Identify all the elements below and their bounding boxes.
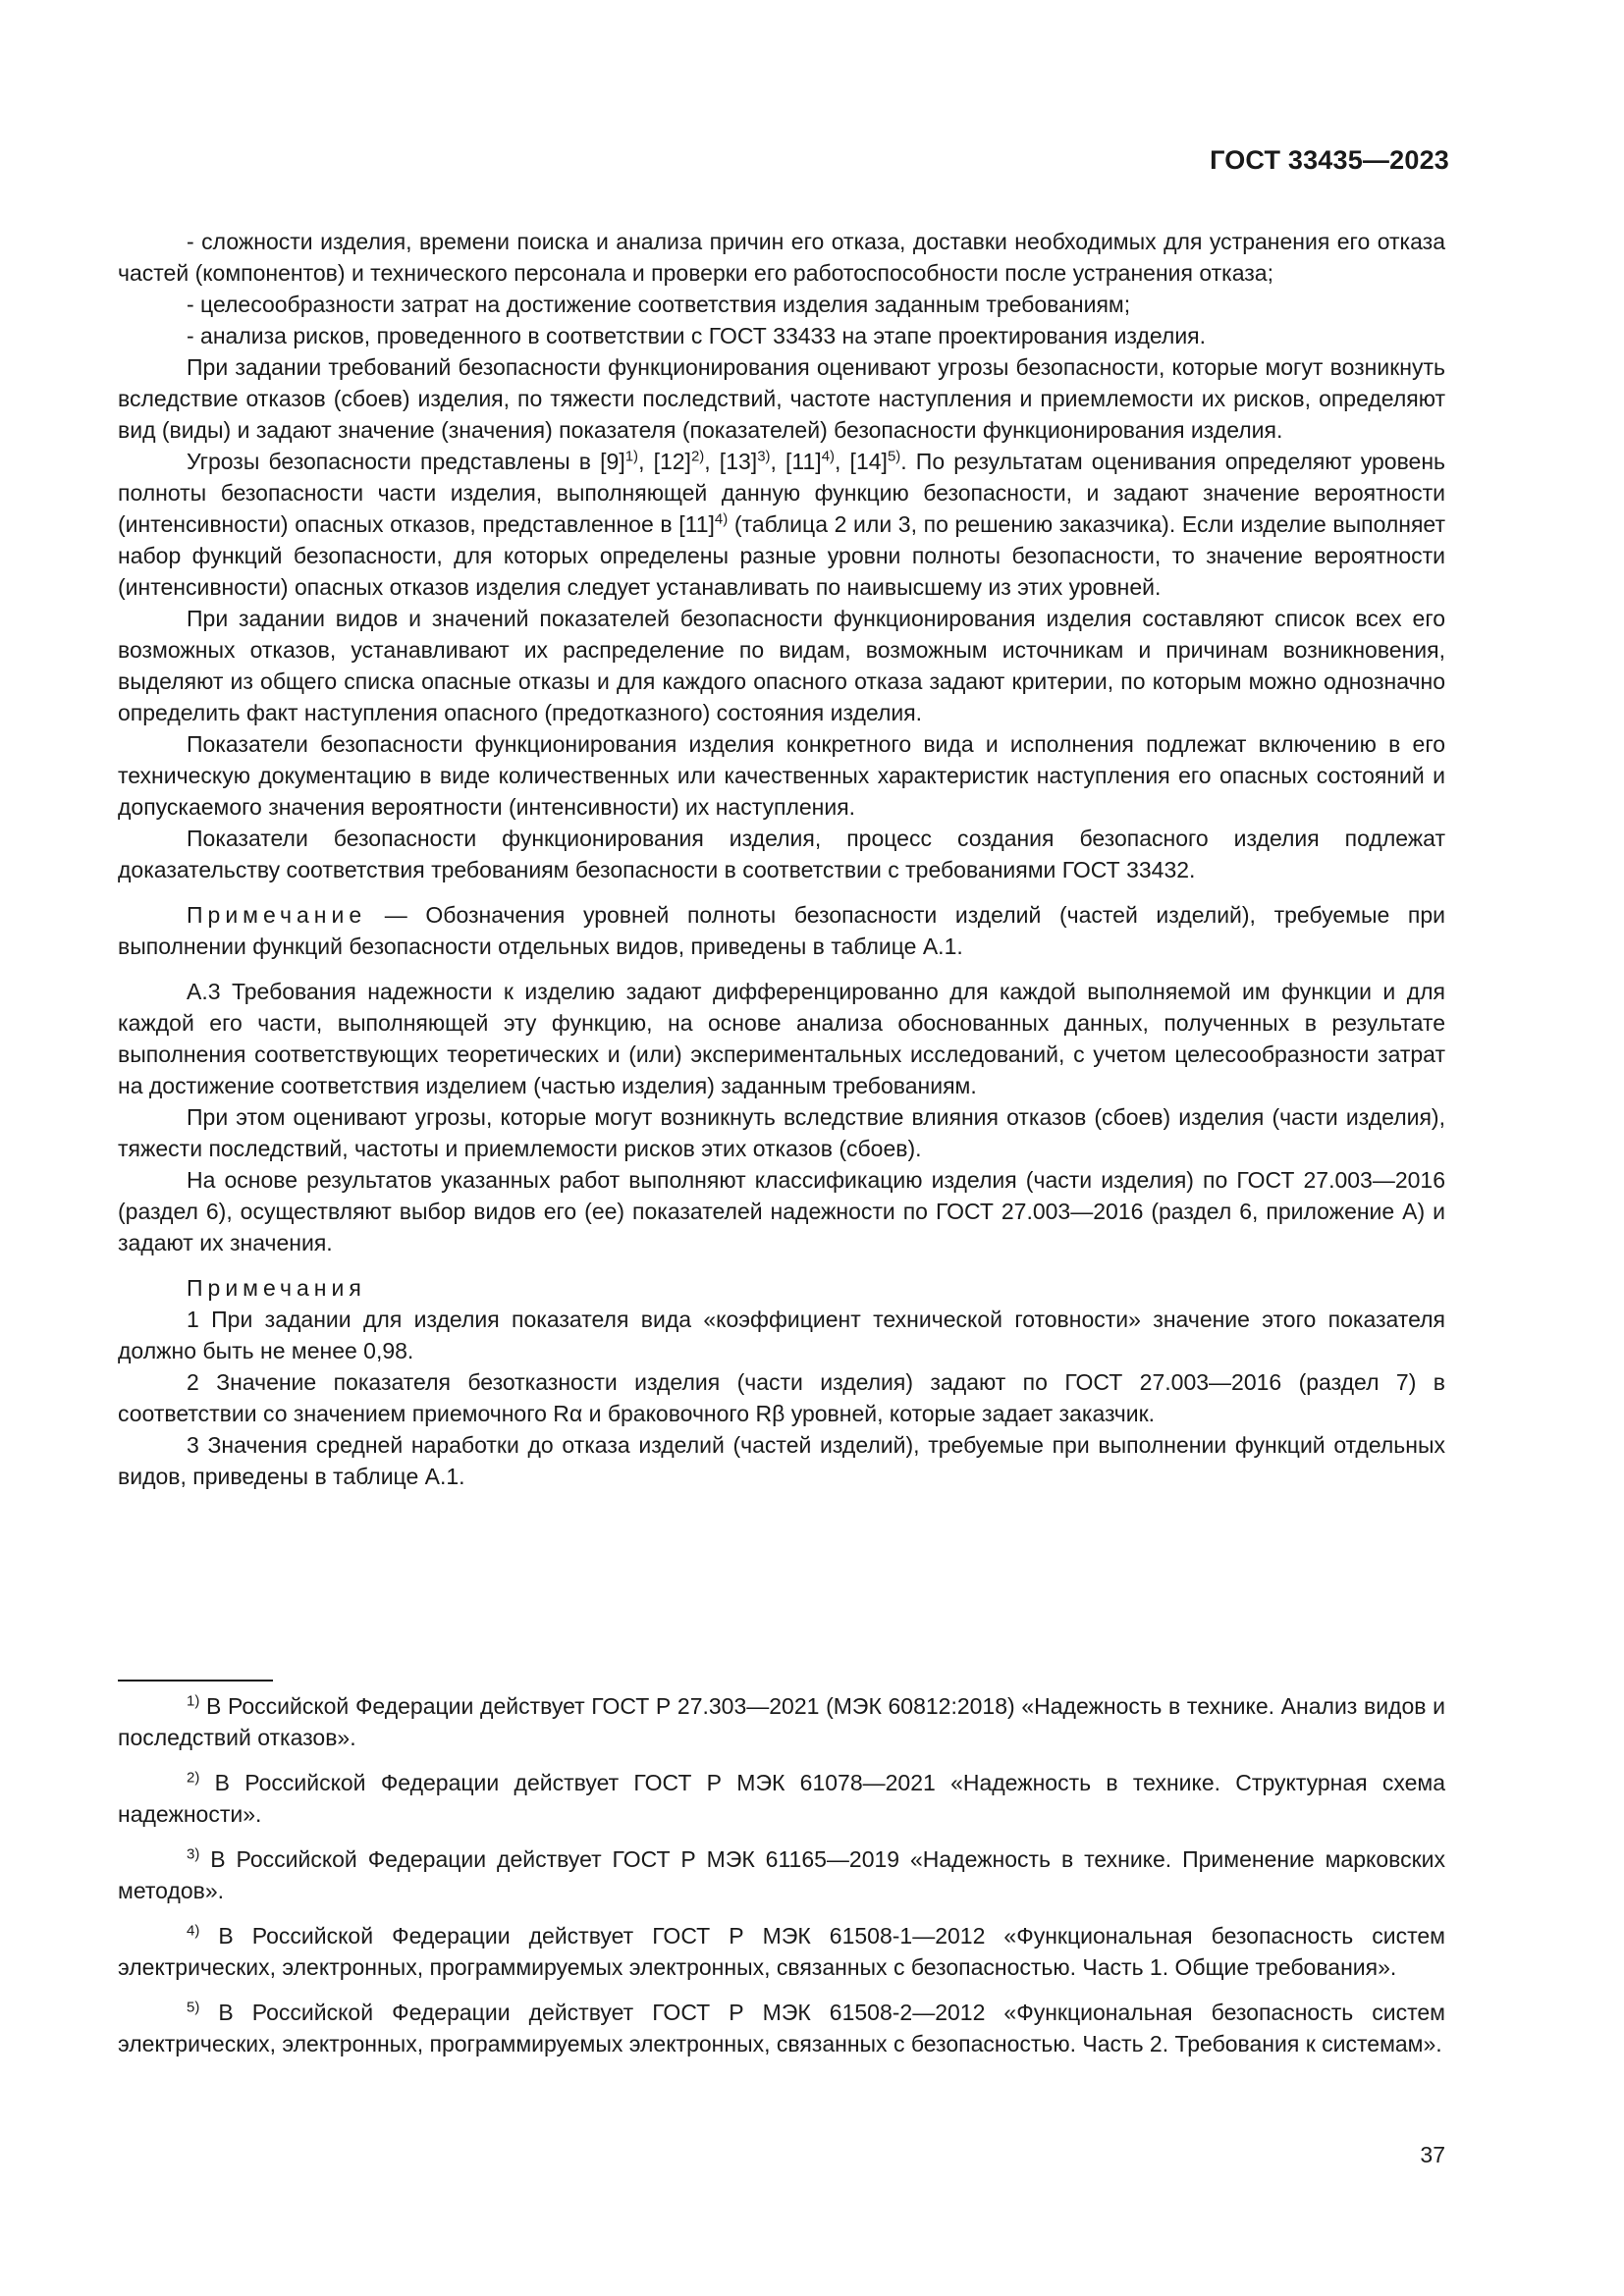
text-run: Угрозы безопасности представлены в [9] bbox=[187, 449, 625, 474]
footnote bbox=[118, 1690, 1445, 1753]
note-item: 3 Значения средней наработки до отказа изделий (частей изделий), требуемые при выполнении функций отдельных видов, приведены в таблице А.1. bbox=[118, 1432, 1445, 1489]
footnote-ref: 4) bbox=[821, 448, 836, 465]
note-label: Примечание bbox=[187, 902, 367, 928]
paragraph: - анализа рисков, проведенного в соответствии с ГОСТ 33433 на этапе проектирования изделия. bbox=[187, 323, 1207, 348]
footnote-ref: 4) bbox=[714, 510, 729, 528]
note bbox=[118, 899, 1445, 962]
footnote-mark: 5) bbox=[187, 1999, 200, 2016]
footnote bbox=[118, 1843, 1445, 1906]
note-item: 1 При задании для изделия показателя вида «коэффициент технической готовности» значение этого показателя должно быть не менее 0,98. bbox=[118, 1307, 1445, 1363]
footnote-ref: 1) bbox=[624, 448, 639, 465]
footnote bbox=[118, 1920, 1445, 1983]
notes-heading bbox=[118, 1272, 1445, 1304]
text-run: , [12] bbox=[638, 449, 691, 474]
document-code-header: ГОСТ 33435—2023 bbox=[1210, 145, 1449, 175]
footnote-ref: 3) bbox=[757, 448, 771, 465]
paragraph: - сложности изделия, времени поиска и анализа причин его отказа, доставки необходимых для устранения его отказа частей (компонентов) и технического персонала и проверки его работоспособности после устранения отказа; bbox=[118, 229, 1445, 286]
footnote-ref: 2) bbox=[690, 448, 705, 465]
paragraph-threats bbox=[118, 446, 1445, 603]
paragraph: При задании видов и значений показателей безопасности функционирования изделия составляют список всех его возможных отказов, устанавливают их распределение по видам, возможным источникам и причинам возникновения, выделяют из общего списка опасные отказы и для каждого опасного отказа задают критерии, по которым можно однозначно определить факт наступления опасного (предотказного) состояния изделия. bbox=[118, 606, 1445, 725]
footnotes bbox=[118, 1690, 1445, 2073]
clause-a3: А.3 Требования надежности к изделию задают дифференцированно для каждой выполняемой им функции и для каждой его части, выполняющей эту функцию, на основе анализа обоснованных данных, полученных в результате выполнения соответствующих теоретических и (или) экспериментальных исследований, с учетом целесообразности затрат на достижение соответствия изделием (частью изделия) заданным требованиям. bbox=[118, 979, 1445, 1098]
paragraph: Показатели безопасности функционирования изделия конкретного вида и исполнения подлежат включению в его техническую документацию в виде количественных или качественных характеристик наступления его опасных состояний и допускаемого значения вероятности (интенсивности) их наступления. bbox=[118, 731, 1445, 820]
footnote-mark: 2) bbox=[187, 1769, 200, 1787]
footnote-mark: 4) bbox=[187, 1922, 200, 1940]
paragraph: На основе результатов указанных работ выполняют классификацию изделия (части изделия) по ГОСТ 27.003—2016 (раздел 6), осуществляют выбор видов его (ее) показателей надежности по ГОСТ 27.003—2016 (раздел 6, приложение А) и задают их значения. bbox=[118, 1167, 1445, 1255]
paragraph: - целесообразности затрат на достижение соответствия изделия заданным требованиям; bbox=[187, 292, 1131, 317]
footnote-ref: 5) bbox=[887, 448, 901, 465]
footnote bbox=[118, 1997, 1445, 2059]
footnote-text: В Российской Федерации действует ГОСТ Р МЭК 61165—2019 «Надежность в технике. Применение марковских методов». bbox=[118, 1846, 1445, 1903]
text-run: , [14] bbox=[835, 449, 888, 474]
footnote-mark: 1) bbox=[187, 1692, 200, 1710]
paragraph: При задании требований безопасности функционирования оценивают угрозы безопасности, которые могут возникнуть вследствие отказов (сбоев) изделия, по тяжести последствий, частоте наступления и приемлемости их рисков, определяют вид (виды) и задают значение (значения) показателя (показателей) безопасности функционирования изделия. bbox=[118, 354, 1445, 443]
footnote-text: В Российской Федерации действует ГОСТ Р МЭК 61508-1—2012 «Функциональная безопасность систем электрических, электронных, программируемых электронных, связанных с безопасностью. Часть 1. Общие требования». bbox=[118, 1923, 1445, 1980]
footnote-text: В Российской Федерации действует ГОСТ Р МЭК 61078—2021 «Надежность в технике. Структурная схема надежности». bbox=[118, 1770, 1445, 1827]
page-number: 37 bbox=[1420, 2142, 1445, 2167]
text-run: , [11] bbox=[770, 449, 822, 474]
paragraph: При этом оценивают угрозы, которые могут возникнуть вследствие влияния отказов (сбоев) изделия (части изделия), тяжести последствий, частоты и приемлемости рисков этих отказов (сбоев). bbox=[118, 1104, 1445, 1161]
text-run: . По результатам оценивания определяют уровень полноты безопасности части изделия, выполняющей данную функцию безопасности, и задают значение вероятности (интенсивности) опасных отказов, представленное в [11] bbox=[118, 449, 1446, 537]
text-run: , [13] bbox=[704, 449, 758, 474]
footnote-text: В Российской Федерации действует ГОСТ Р МЭК 61508-2—2012 «Функциональная безопасность систем электрических, электронных, программируемых электронных, связанных с безопасностью. Часть 2. Требования к системам». bbox=[118, 2000, 1445, 2056]
note-text: — Обозначения уровней полноты безопасности изделий (частей изделий), требуемые при выполнении функций безопасности отдельных видов, приведены в таблице А.1. bbox=[118, 902, 1445, 959]
note-item: 2 Значение показателя безотказности изделия (части изделия) задают по ГОСТ 27.003—2016 (раздел 7) в соответствии со значением приемочного Rα и браковочного Rβ уровней, которые задает заказчик. bbox=[118, 1369, 1445, 1426]
footnote bbox=[118, 1767, 1445, 1830]
main-text bbox=[118, 226, 1445, 1492]
text-run: (таблица 2 или 3, по решению заказчика). Если изделие выполняет набор функций безопасности, для которых определены разные уровни полноты безопасности, то значение вероятности (интенсивности) опасных отказов изделия следует устанавливать по наивысшему из этих уровней. bbox=[118, 511, 1445, 600]
footnote-mark: 3) bbox=[187, 1845, 200, 1863]
footnote-text: В Российской Федерации действует ГОСТ Р 27.303—2021 (МЭК 60812:2018) «Надежность в технике. Анализ видов и последствий отказов». bbox=[118, 1693, 1445, 1750]
notes-label: Примечания bbox=[187, 1275, 366, 1301]
footnote-separator bbox=[118, 1680, 273, 1682]
paragraph: Показатели безопасности функционирования изделия, процесс создания безопасного изделия подлежат доказательству соответствия требованиям безопасности в соответствии с требованиями ГОСТ 33432. bbox=[118, 826, 1445, 882]
